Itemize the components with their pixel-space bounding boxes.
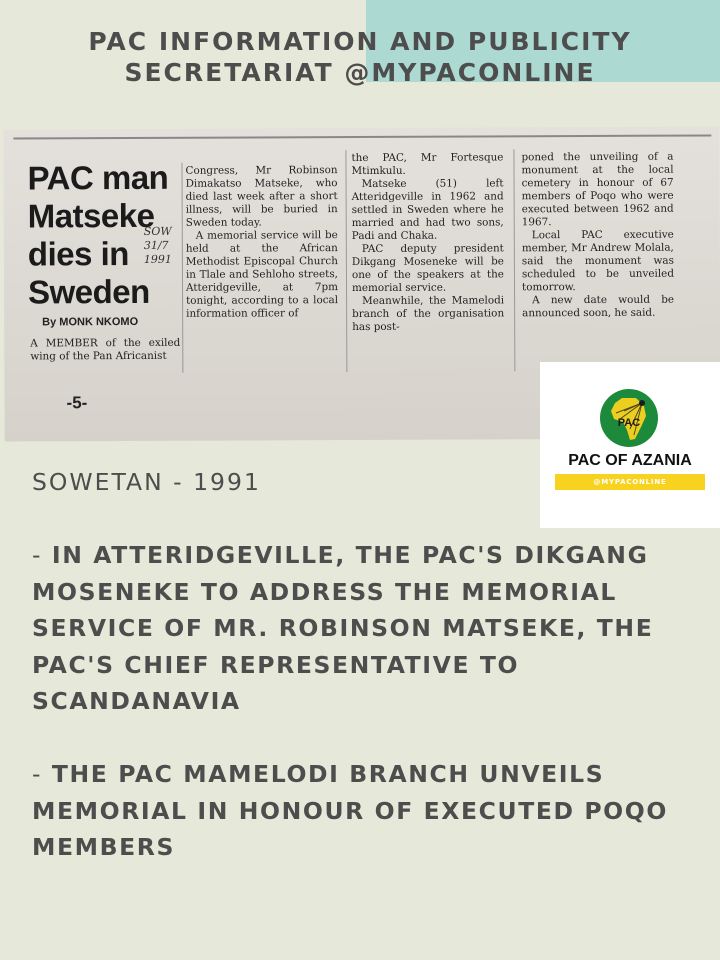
article-paragraph: Meanwhile, the Mamelodi branch of the organisation has post-: [352, 294, 505, 334]
article-paragraph: A memorial service will be held at the African Methodist Episcopal Church in Tlale and Sehloho streets, Atteridgeville, at 7pm tonight, according to a local information officer of: [185, 229, 339, 320]
handwritten-note: [144, 225, 184, 267]
article-paragraph: A MEMBER of the exiled wing of the Pan Africanist: [30, 336, 181, 363]
clipping-rule: [13, 134, 711, 139]
headline-line: Sweden: [27, 272, 150, 311]
header-line-1: PAC INFORMATION AND PUBLICITY: [88, 27, 632, 56]
page-number-mark: -5-: [66, 393, 88, 413]
summary-point-text: IN ATTERIDGEVILLE, THE PAC'S DIKGANG MOSENEKE TO ADDRESS THE MEMORIAL SERVICE OF MR. ROBINSON MATSEKE, THE PAC'S CHIEF REPRESENTATIVE TO SCANDANAVIA: [32, 541, 654, 715]
article-column-2: [185, 164, 338, 321]
article-paragraph: poned the unveiling of a monument at the local cemetery in honour of 67 members of Poqo who were executed between 1962 and 1967.: [521, 150, 674, 229]
article-paragraph: the PAC, Mr Fortesque Mtimkulu.: [351, 151, 504, 178]
page-header: [0, 26, 720, 88]
article-column-1: [30, 337, 180, 364]
summary-point-text: THE PAC MAMELODI BRANCH UNVEILS MEMORIAL IN HONOUR OF EXECUTED POQO MEMBERS: [32, 760, 668, 861]
headline-line: dies in: [27, 235, 129, 273]
logo-title: PAC OF AZANIA: [568, 452, 692, 469]
article-paragraph: A new date would be announced soon, he said.: [522, 293, 675, 320]
handwritten-line: 1991: [143, 252, 172, 266]
spacer: [32, 720, 712, 757]
article-column-3: [351, 151, 504, 334]
handwritten-line: 31/7: [143, 238, 169, 252]
headline-line: PAC man: [27, 158, 169, 197]
emblem-label: PAC: [617, 417, 641, 429]
column-divider: [513, 149, 515, 371]
article-paragraph: Matseke (51) left Atteridgeville in 1962 and settled in Sweden where he married and had two sons, Padi and Chaka.: [351, 177, 504, 243]
summary-point-1: [32, 537, 712, 720]
headline-line: Matseke: [27, 196, 155, 235]
handwritten-line: SOW: [143, 224, 172, 238]
clipping-byline: By MONK NKOMO: [42, 315, 139, 329]
logo-handle-bar: @MYPACONLINE: [555, 474, 705, 490]
article-paragraph: Local PAC executive member, Mr Andrew Molala, said the monument was scheduled to be unveiled tomorrow.: [521, 228, 674, 294]
spacer: [32, 501, 712, 538]
source-line: SOWETAN - 1991: [32, 468, 261, 496]
article-paragraph: Congress, Mr Robinson Dimakatso Matseke, who died last week after a short illness, will be buried in Sweden today.: [185, 164, 338, 229]
column-divider: [181, 163, 183, 373]
summary-point-2: [32, 756, 712, 866]
pac-emblem-icon: [600, 389, 658, 447]
article-column-4: [521, 151, 674, 321]
article-paragraph: PAC deputy president Dikgang Moseneke will be one of the speakers at the memorial service.: [351, 242, 504, 295]
column-divider: [345, 150, 347, 372]
bullet-dash: -: [32, 541, 43, 569]
summary-text: [32, 464, 712, 866]
bullet-dash: -: [32, 760, 43, 788]
header-line-2: SECRETARIAT @MYPACONLINE: [124, 58, 596, 87]
